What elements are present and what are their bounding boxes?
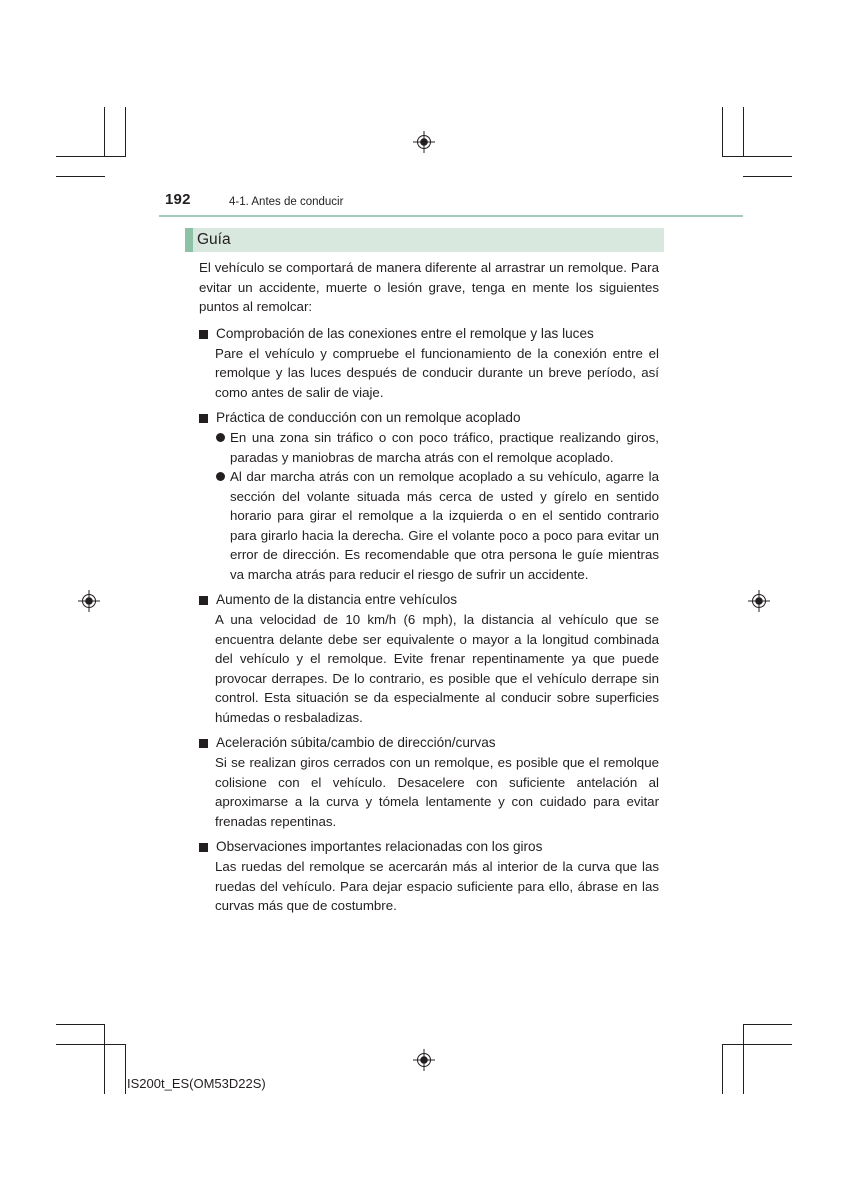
- crop-mark: [722, 107, 723, 157]
- item-heading: Aceleración súbita/cambio de dirección/curvas: [199, 733, 659, 753]
- item-body: A una velocidad de 10 km/h (6 mph), la distancia al vehículo que se encuentra delante debe ser equivalente o mayor a la longitud combinada del vehículo y el remolque. Evite frenar repentinamente ya que puede provocar derrapes. De lo contrario, es posible que el vehículo derrape sin control. Esta situación se da especialmente al conducir sobre superficies húmedas o resbaladizas.: [215, 612, 659, 725]
- bullet-list: [199, 428, 659, 584]
- section-title: 4-1. Antes de conducir: [229, 196, 344, 208]
- item-heading: Práctica de conducción con un remolque acoplado: [199, 408, 659, 428]
- item-heading: Comprobación de las conexiones entre el remolque y las luces: [199, 324, 659, 344]
- crop-mark: [722, 1044, 792, 1045]
- item-body: Pare el vehículo y compruebe el funcionamiento de la conexión entre el remolque y las luces después de conducir durante un breve período, así como antes de salir de viaje.: [215, 345, 659, 400]
- crop-mark: [743, 107, 744, 157]
- crop-mark: [125, 107, 126, 157]
- crop-mark: [104, 1024, 105, 1094]
- bullet-item: En una zona sin tráfico o con poco tráfico, practique realizando giros, paradas y maniobras de marcha atrás con el remolque acoplado.: [199, 428, 659, 467]
- guide-heading-text: Guía: [197, 231, 231, 248]
- crop-mark: [125, 1044, 126, 1094]
- intro-paragraph: El vehículo se comportará de manera diferente al arrastrar un remolque. Para evitar un accidente, muerte o lesión grave, tenga en mente los siguientes puntos al remolcar:: [199, 260, 659, 314]
- bullet-item: Al dar marcha atrás con un remolque acoplado a su vehículo, agarre la sección del volante situada más cerca de usted y gírelo en sentido horario para girar el remolque a la izquierda o en el sentido contrario para girarlo hacia la derecha. Gire el volante poco a poco para evitar un error de dirección. Es recomendable que otra persona le guíe mientras va marcha atrás para reducir el riesgo de sufrir un accidente.: [199, 467, 659, 584]
- header-rule: [159, 215, 743, 217]
- item-body: Las ruedas del remolque se acercarán más al interior de la curva que las ruedas del vehículo. Para dejar espacio suficiente para ello, ábrase en las curvas más que de costumbre.: [215, 859, 659, 913]
- crop-mark: [722, 156, 792, 157]
- registration-mark-bottom: [413, 1049, 435, 1071]
- crop-mark: [743, 1024, 744, 1094]
- registration-mark-right: [748, 590, 770, 612]
- crop-mark: [56, 176, 105, 177]
- crop-mark: [56, 1024, 105, 1025]
- item-body: Si se realizan giros cerrados con un remolque, es posible que el remolque colisione con el vehículo. Desacelere con suficiente antelación al aproximarse a la curva y tómela lentamente y con cuidado para evitar frenadas repentinas.: [215, 755, 659, 829]
- crop-mark: [743, 176, 792, 177]
- page-number: 192: [165, 191, 191, 208]
- footer-document-code: IS200t_ES(OM53D22S): [127, 1076, 266, 1091]
- item-heading: Aumento de la distancia entre vehículos: [199, 590, 659, 610]
- crop-mark: [104, 107, 105, 157]
- item-heading: Observaciones importantes relacionadas con los giros: [199, 837, 659, 857]
- guide-heading: [185, 228, 664, 252]
- heading-accent-bar: [185, 228, 193, 252]
- crop-mark: [722, 1044, 723, 1094]
- crop-mark: [56, 1044, 126, 1045]
- crop-mark: [56, 156, 126, 157]
- registration-mark-left: [78, 590, 100, 612]
- crop-mark: [743, 1024, 792, 1025]
- registration-mark-top: [413, 131, 435, 153]
- guide-content: [199, 258, 659, 922]
